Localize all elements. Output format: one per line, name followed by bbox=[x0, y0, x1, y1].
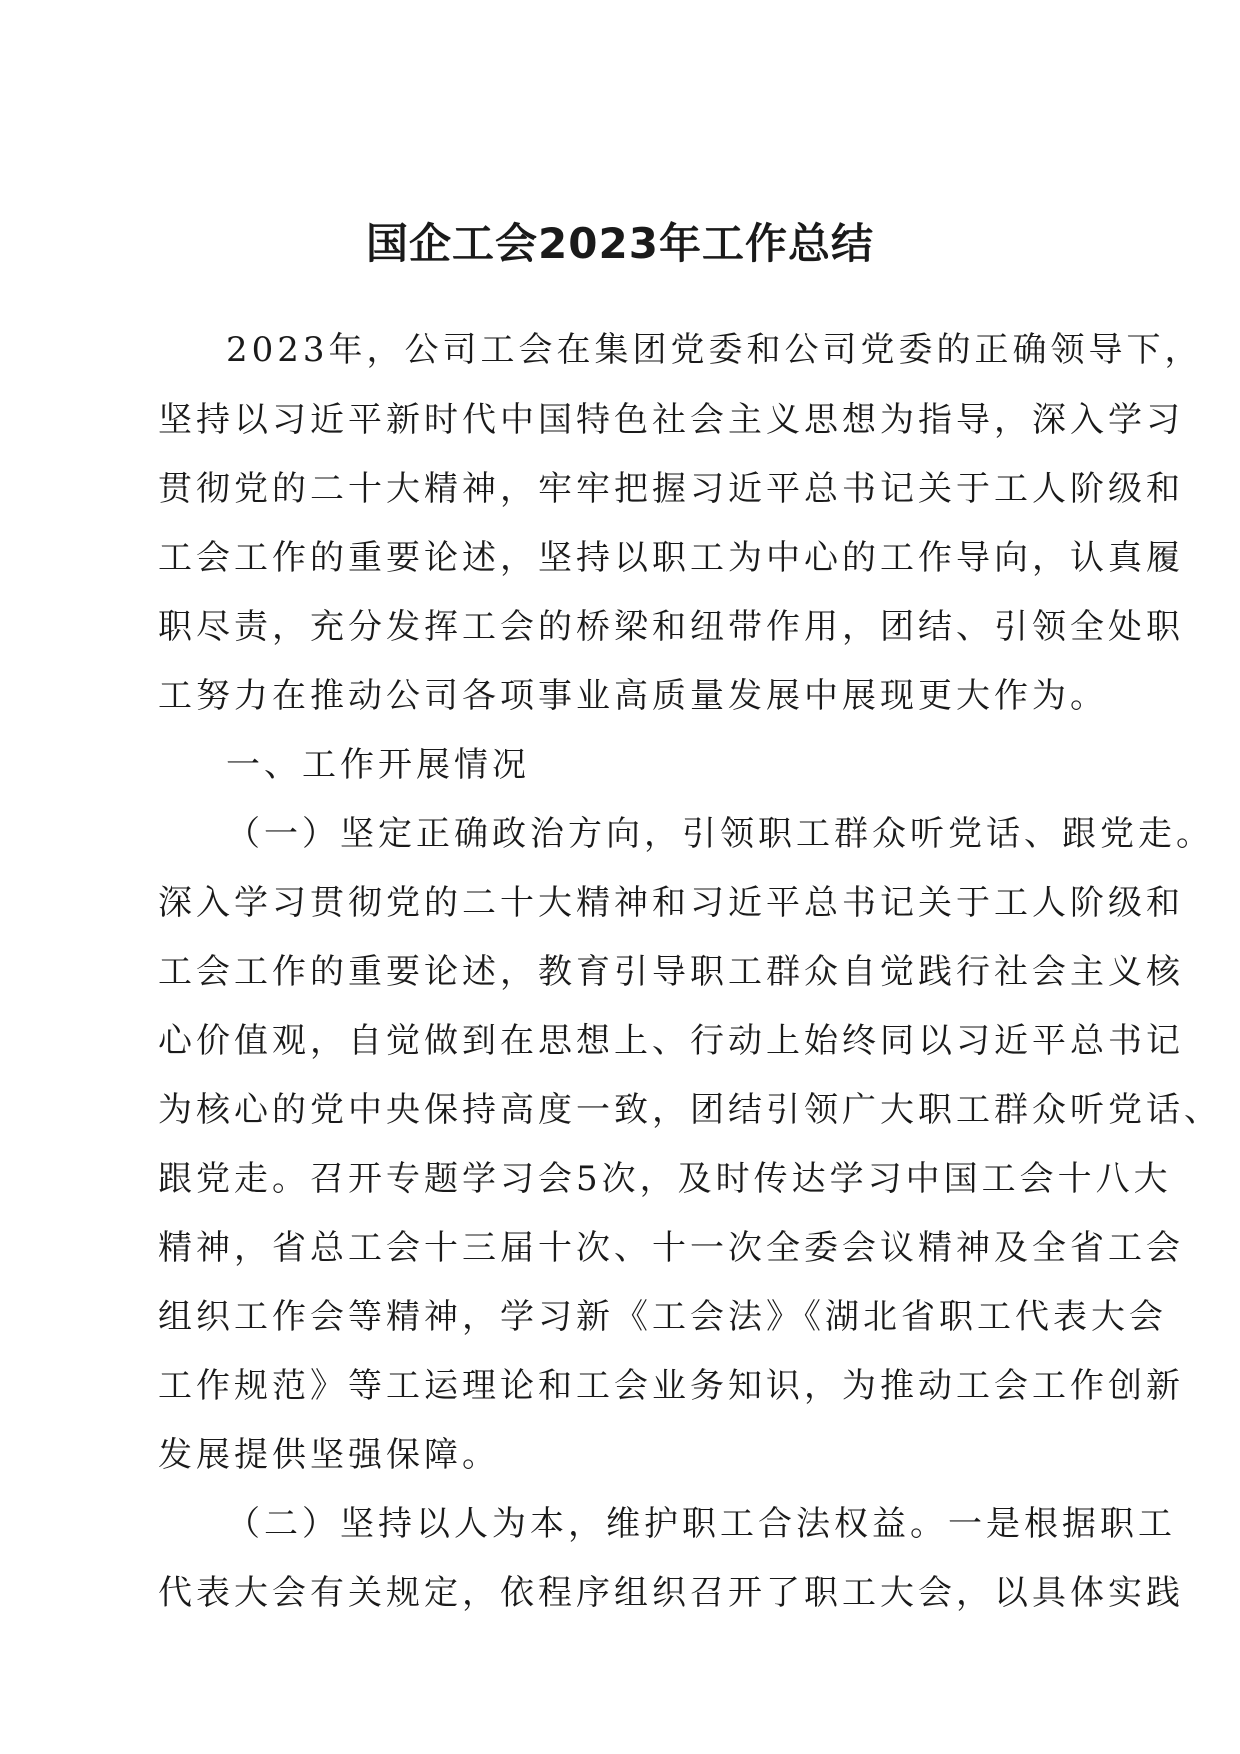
paragraph-line: 坚持以习近平新时代中国特色社会主义思想为指导，深入学习 bbox=[158, 400, 1184, 440]
paragraph-line: 工努力在推动公司各项事业高质量发展中展现更大作为。 bbox=[158, 676, 1108, 716]
paragraph-line: 发展提供坚强保障。 bbox=[158, 1435, 500, 1475]
paragraph-line: 代表大会有关规定，依程序组织召开了职工大会，以具体实践 bbox=[158, 1573, 1184, 1613]
subsection-heading: （一）坚定正确政治方向，引领职工群众听党话、跟党走。 bbox=[226, 814, 1214, 854]
document-title: 国企工会2023年工作总结 bbox=[366, 219, 874, 268]
paragraph-line: 贯彻党的二十大精神，牢牢把握习近平总书记关于工人阶级和 bbox=[158, 469, 1184, 509]
paragraph-line: 工作规范》等工运理论和工会业务知识，为推动工会工作创新 bbox=[158, 1366, 1184, 1406]
paragraph-line: 组织工作会等精神，学习新《工会法》《湖北省职工代表大会 bbox=[158, 1297, 1167, 1337]
paragraph-line: 2023年，公司工会在集团党委和公司党委的正确领导下， bbox=[226, 330, 1203, 370]
section-heading: 一、工作开展情况 bbox=[226, 745, 530, 785]
paragraph-line: 工会工作的重要论述，坚持以职工为中心的工作导向，认真履 bbox=[158, 538, 1184, 578]
paragraph-line: 工会工作的重要论述，教育引导职工群众自觉践行社会主义核 bbox=[158, 952, 1184, 992]
subsection-heading: （二）坚持以人为本，维护职工合法权益。一是根据职工 bbox=[226, 1504, 1176, 1544]
paragraph-line: 精神，省总工会十三届十次、十一次全委会议精神及全省工会 bbox=[158, 1228, 1184, 1268]
paragraph-line: 深入学习贯彻党的二十大精神和习近平总书记关于工人阶级和 bbox=[158, 883, 1184, 923]
paragraph-line: 心价值观，自觉做到在思想上、行动上始终同以习近平总书记 bbox=[158, 1021, 1184, 1061]
paragraph-line: 为核心的党中央保持高度一致，团结引领广大职工群众听党话、 bbox=[158, 1090, 1222, 1130]
paragraph-line: 职尽责，充分发挥工会的桥梁和纽带作用，团结、引领全处职 bbox=[158, 607, 1184, 647]
paragraph-line: 跟党走。召开专题学习会5次，及时传达学习中国工会十八大 bbox=[158, 1159, 1172, 1199]
